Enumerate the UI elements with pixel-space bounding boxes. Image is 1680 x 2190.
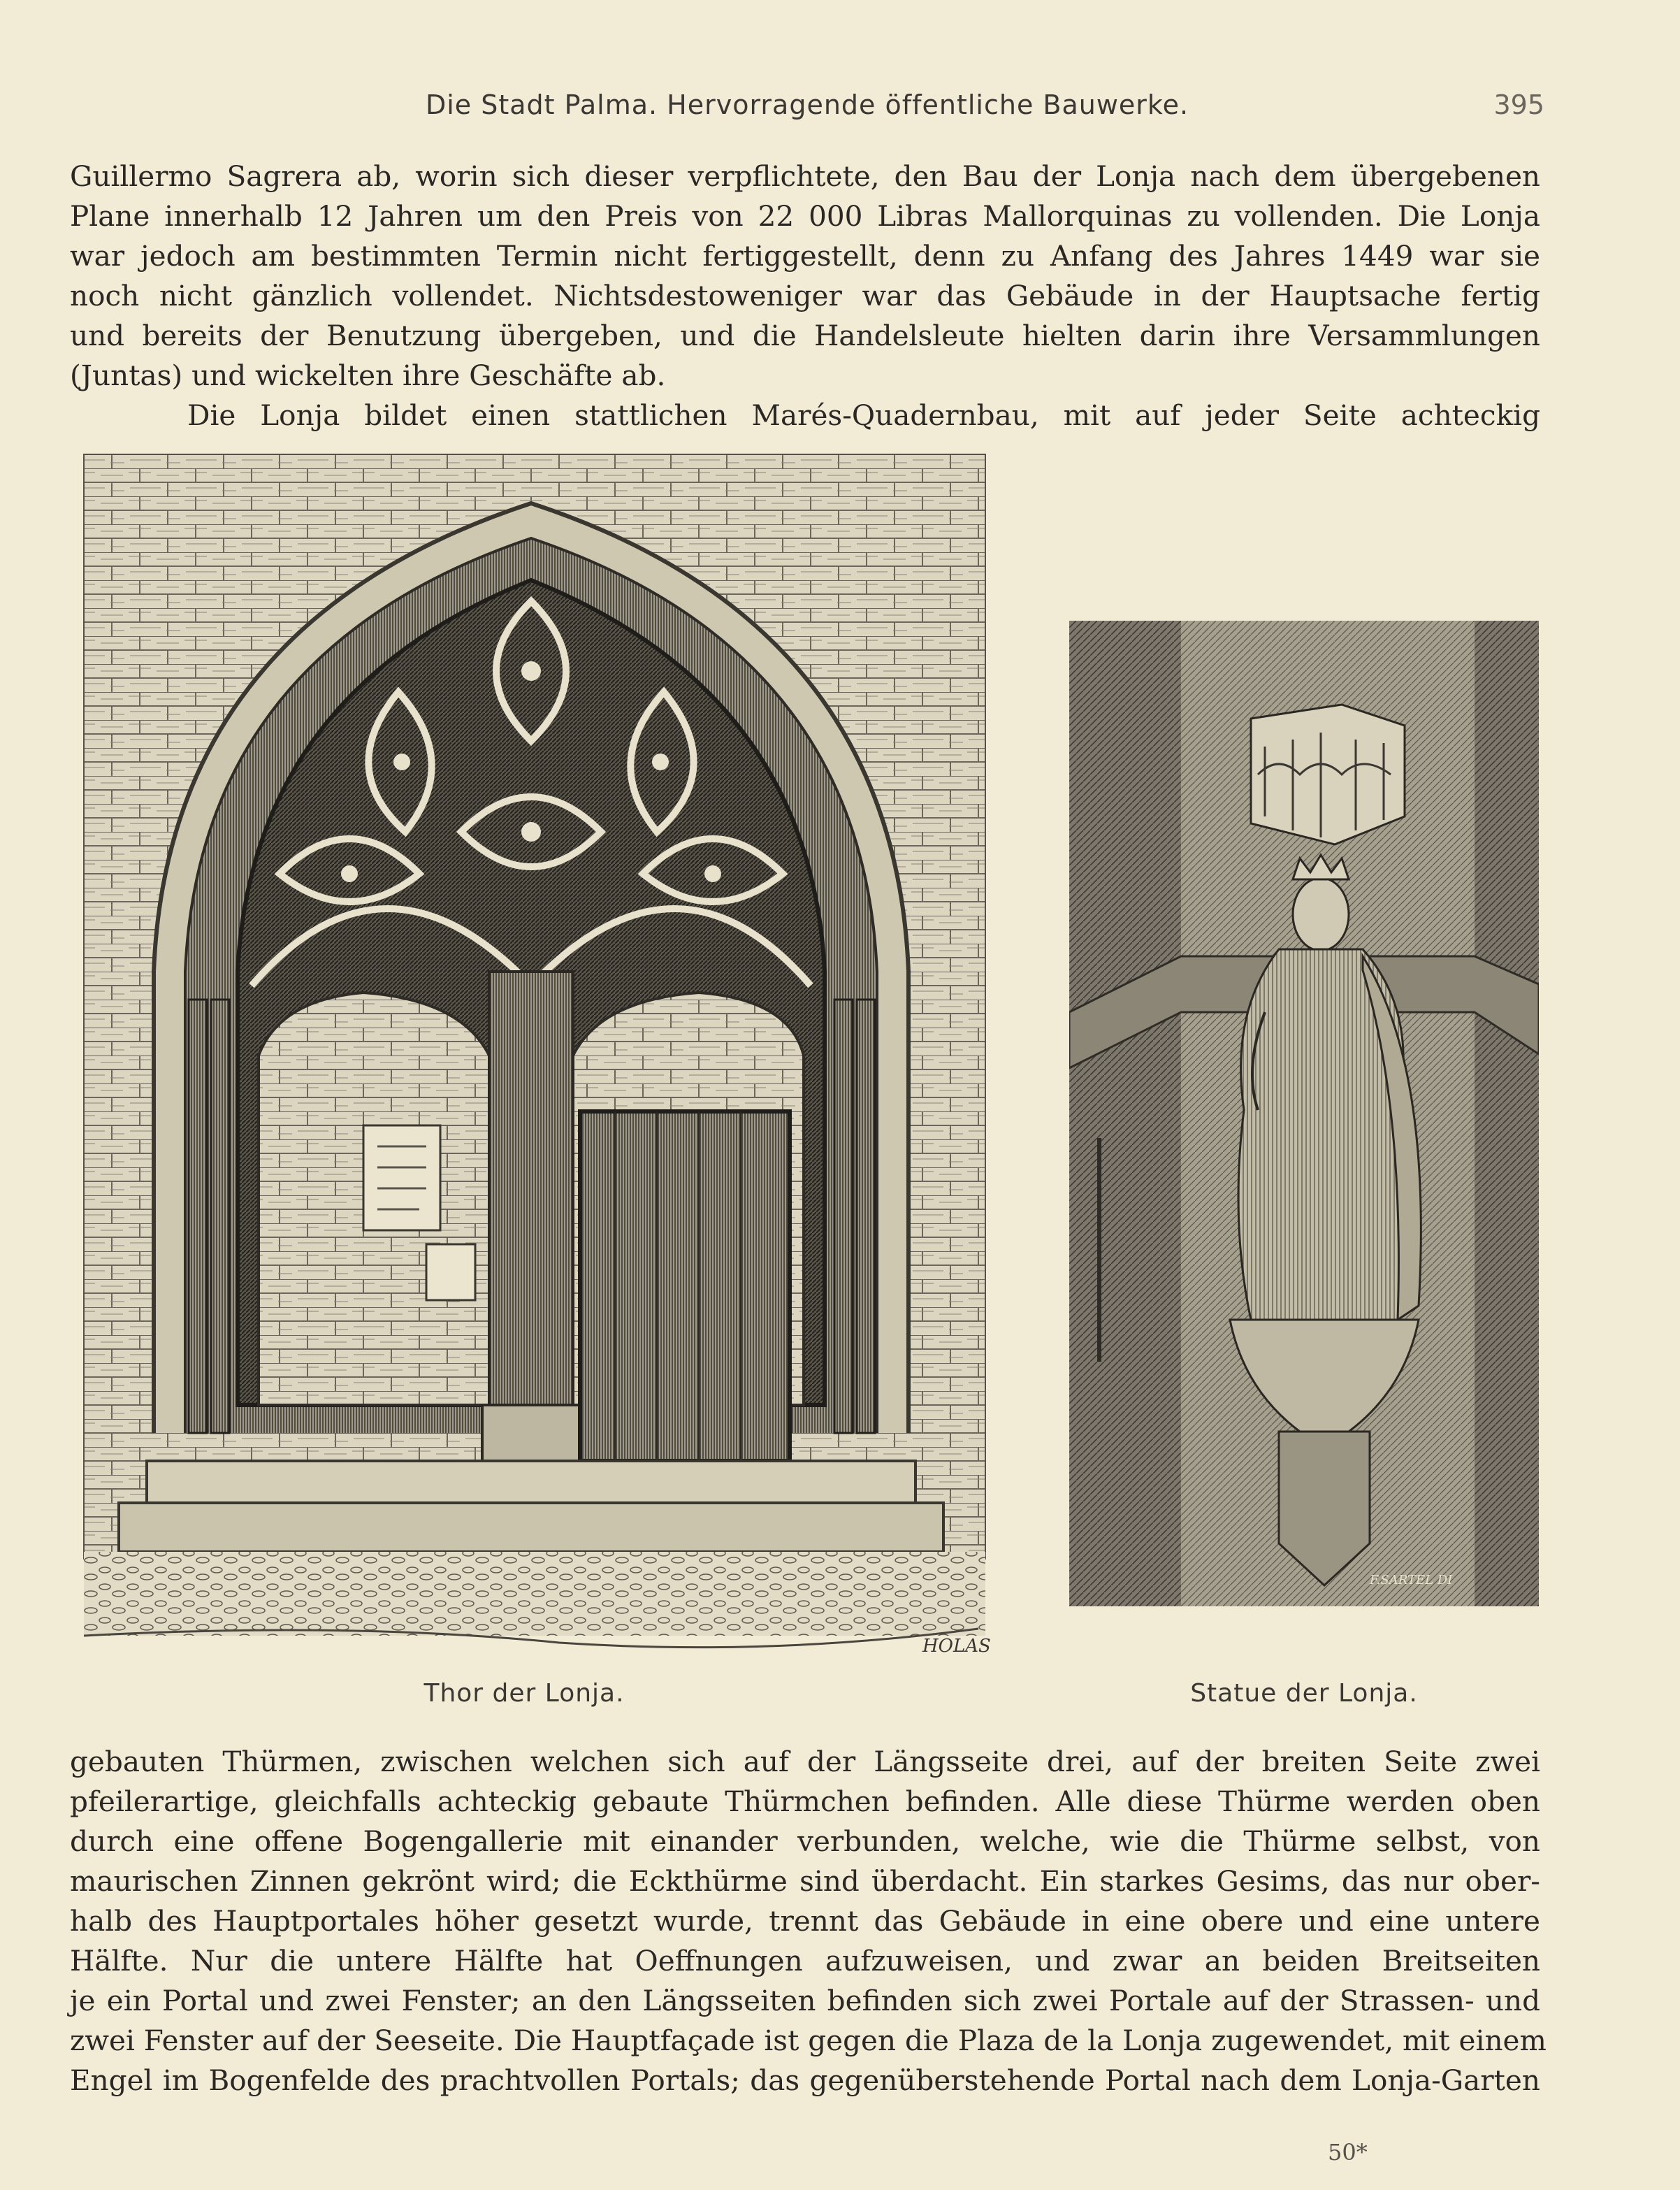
figure-caption-left: Thor der Lonja.	[423, 1679, 625, 1708]
figure-portal	[70, 440, 992, 1685]
text-line: durch eine offene Bogengallerie mit einander verbunden, welche, wie die Thürme selbst, von	[70, 1824, 1540, 1858]
statue-engraving	[1069, 621, 1539, 1606]
body-text-bottom	[70, 1742, 1547, 2101]
text-line: Hälfte. Nur die untere Hälfte hat Oeffnungen aufzuweisen, und zwar an beiden Breitseiten	[70, 1944, 1540, 1978]
portal-engraving	[70, 440, 992, 1685]
text-line: und bereits der Benutzung übergeben, und die Handelsleute hielten darin ihre Versammlungen	[70, 319, 1540, 352]
text-line: halb des Hauptportales höher gesetzt wurde, trennt das Gebäude in eine obere und eine untere	[70, 1904, 1540, 1938]
text-line: Engel im Bogenfelde des prachtvollen Portals; das gegenüberstehende Portal nach dem Lonja-Garten	[70, 2063, 1540, 2097]
text-line: zwei Fenster auf der Seeseite. Die Hauptfaçade ist gegen die Plaza de la Lonja zugewendet, mit einem	[70, 2024, 1547, 2057]
figure-caption-right: Statue der Lonja.	[1190, 1679, 1418, 1708]
body-text-top	[70, 157, 1540, 435]
running-title: Die Stadt Palma. Hervorragende öffentliche Bauwerke.	[425, 89, 1189, 120]
engraver-signature-right: F.SARTEL DI	[1370, 1573, 1453, 1587]
page-number: 395	[1493, 89, 1544, 120]
figure-statue	[1069, 621, 1539, 1606]
paragraph-first-line: Die Lonja bildet einen stattlichen Marés-Quadernbau, mit auf jeder Seite achteckig	[187, 398, 1540, 432]
text-line: war jedoch am bestimmten Termin nicht fertiggestellt, denn zu Anfang des Jahres 1449 war sie	[70, 239, 1540, 273]
text-line: je ein Portal und zwei Fenster; an den Längsseiten befinden sich zwei Portale auf der Strassen- und	[70, 1984, 1540, 2017]
engraver-signature: HOLAS	[922, 1636, 991, 1657]
text-line: (Juntas) und wickelten ihre Geschäfte ab.	[70, 359, 666, 392]
text-line: maurischen Zinnen gekrönt wird; die Eckthürme sind überdacht. Ein starkes Gesims, das nur ober-	[70, 1864, 1540, 1898]
text-line: noch nicht gänzlich vollendet. Nichtsdestoweniger war das Gebäude in der Hauptsache fertig	[70, 279, 1540, 312]
text-line: pfeilerartige, gleichfalls achteckig gebaute Thürmchen befinden. Alle diese Thürme werden oben	[70, 1785, 1540, 1818]
running-head	[70, 89, 1544, 131]
signature-mark: 50*	[1328, 2139, 1368, 2166]
text-line: Plane innerhalb 12 Jahren um den Preis von 22 000 Libras Mallorquinas zu vollenden. Die Lonja	[70, 199, 1540, 233]
text-line: gebauten Thürmen, zwischen welchen sich auf der Längsseite drei, auf der breiten Seite zwei	[70, 1745, 1540, 1778]
text-line: Guillermo Sagrera ab, worin sich dieser verpflichtete, den Bau der Lonja nach dem übergebenen	[70, 159, 1540, 193]
